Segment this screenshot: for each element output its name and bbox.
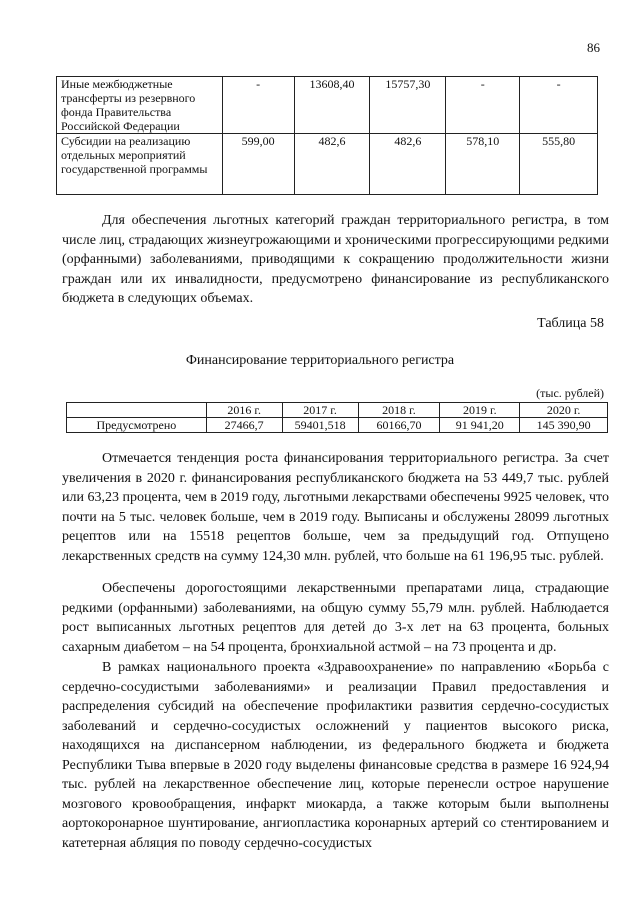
cell-value: 482,6 [294, 134, 370, 195]
table-row [57, 77, 598, 134]
cell-value: - [222, 77, 294, 134]
header-cell [67, 403, 207, 418]
table-row [67, 418, 608, 433]
table-header-row [67, 403, 608, 418]
cell-value: - [520, 77, 598, 134]
table-number: Таблица 58 [537, 316, 604, 331]
cell-value: 27466,7 [206, 418, 282, 433]
cell-value: 599,00 [222, 134, 294, 195]
budget-table [56, 76, 598, 195]
paragraph: В рамках национального проекта «Здравоохранение» по направлению «Борьба с сердечно-сосудистыми заболеваниями» и реализации Правил предоставления и распределения субсидий на обеспечение профилактики развития сердечно-сосудистых заболеваний и сердечно-сосудистых осложнений у пациентов высокого риска, находящихся на диспансерном наблюдении, из федерального бюджета и бюджета Республики Тыва впервые в 2020 году выделены финансовые средства в размере 16 924,94 тыс. рублей на лекарственное обеспечение лиц, которые перенесли острое нарушение мозгового кровообращения, инфаркт миокарда, а также которым были выполнены аортокоронарное шунтирование, ангиопластика коронарных артерий со стентированием и катетерная абляция по поводу сердечно-сосудистых [62, 660, 609, 851]
cell-value: - [446, 77, 520, 134]
row-label: Субсидии на реализацию отдельных мероприятий государственной программы [57, 134, 223, 195]
cell-value: 91 941,20 [440, 418, 520, 433]
row-label: Иные межбюджетные трансферты из резервного фонда Правительства Российской Федерации [57, 77, 223, 134]
header-cell: 2020 г. [520, 403, 608, 418]
cell-value: 145 390,90 [520, 418, 608, 433]
header-cell: 2017 г. [282, 403, 358, 418]
cell-value: 555,80 [520, 134, 598, 195]
header-cell: 2016 г. [206, 403, 282, 418]
cell-value: 578,10 [446, 134, 520, 195]
table-title: Финансирование территориального регистра [185, 353, 455, 368]
header-cell: 2018 г. [358, 403, 440, 418]
units-label: (тыс. рублей) [536, 386, 604, 400]
cell-value: 13608,40 [294, 77, 370, 134]
cell-value: 60166,70 [358, 418, 440, 433]
table-row [57, 134, 598, 195]
row-label: Предусмотрено [67, 418, 207, 433]
cell-value: 15757,30 [370, 77, 446, 134]
cell-value: 59401,518 [282, 418, 358, 433]
page-number: 86 [587, 40, 600, 55]
paragraph: Для обеспечения льготных категорий граждан территориального регистра, в том числе лиц, страдающих жизнеугрожающими и хроническими прогрессирующими редкими (орфанными) заболеваниями, приводящими к сокращению продолжительности жизни граждан или их инвалидности, предусмотрено финансирование из республиканского бюджета в следующих объемах. [62, 213, 609, 306]
cell-value: 482,6 [370, 134, 446, 195]
registry-financing-table [66, 402, 608, 433]
header-cell: 2019 г. [440, 403, 520, 418]
paragraph: Обеспечены дорогостоящими лекарственными препаратами лица, страдающие редкими (орфанными) заболеваниями, на общую сумму 55,79 млн. рублей. Наблюдается рост выписанных льготных рецептов для детей до 3-х лет на 63 процента, больных сахарным диабетом – на 54 процента, бронхиальной астмой – на 73 процента и др. [62, 581, 609, 655]
paragraph: Отмечается тенденция роста финансирования территориального регистра. За счет увеличения в 2020 г. финансирования республиканского бюджета на 53 449,7 тыс. рублей или 63,23 процента, чем в 2019 году, льготными лекарствами обеспечены 9925 человек, что почти на 5 тыс. человек больше, чем в 2019 году. Выписаны и обслужены 28099 льготных рецептов или на 15518 рецептов больше, чем за предыдущий год. Отпущено лекарственных средств на сумму 124,30 млн. рублей, что больше на 61 196,95 тыс. рублей. [62, 451, 609, 564]
